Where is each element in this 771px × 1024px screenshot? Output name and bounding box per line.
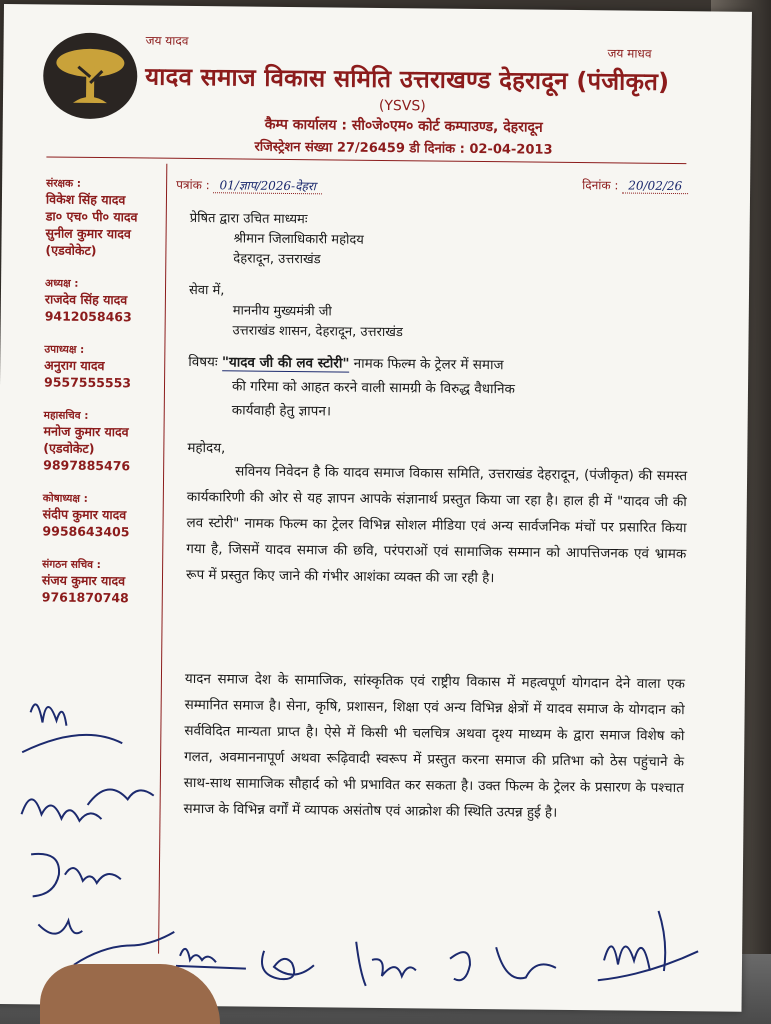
bearer-phone: 9897885476 [43,457,131,474]
subject-label: विषयः [188,353,218,371]
subject-text: कार्यवाही हेतु ज्ञापन। [231,402,332,420]
bearer-role: कोषाध्यक्ष : [42,492,88,505]
bearer-name: संदीप कुमार यादव [42,506,127,523]
signature [25,844,136,909]
signature [22,682,133,767]
forwarded-through: प्रेषित द्वारा उचित माध्यमः [189,210,308,228]
date-value: 20/02/26 [622,178,688,194]
camp-office-address: कैम्प कार्यालय : सी०जे०एम० कोर्ट कम्पाउण्ड, देहरादून [264,116,543,136]
forwarded-to: श्रीमान जिलाधिकारी महोदय [233,231,364,248]
bearer-phone: 9412058463 [44,308,132,325]
tree-emblem-icon [43,32,138,119]
subject-line [188,352,503,373]
registration-number: रजिस्ट्रेशन संख्या 27/26459 डी दिनांक : 02-04-2013 [254,139,553,158]
bearer-name: राजदेव सिंह यादव [44,291,128,308]
signature [446,937,567,1002]
signature [598,900,709,995]
letter-date [582,176,688,194]
signature [17,774,168,840]
reference-number [176,176,322,195]
addressee-intro: सेवा में, [188,282,225,299]
letterhead-page [0,4,752,1012]
bearer-name: विकेश सिंह यादव [45,191,126,208]
date-label: दिनांक : [582,178,619,193]
signature [350,936,421,1001]
forwarded-place: देहरादून, उत्तराखंड [233,251,321,268]
body-paragraph-2: यादन समाज देश के सामाजिक, सांस्कृतिक एवं राष्ट्रीय विकास में महत्वपूर्ण योगदान देने वाला एक सम्मानित समाज है। सेना, कृषि, प्रशासन, शिक्षा एवं अन्य विभिन्न क्षेत्रों में यादव समाज के योगदान को सर्वविदित मान्यता प्राप्त है। ऐसे में किसी भी चलचित्र अथवा दृश्य माध्यम के द्वारा समाज विशेष को गलत, अवमाननापूर्ण अथवा रूढ़िवादी स्वरूप में प्रस्तुत करना समाज की प्रतिभा को ठेस पहुंचाने के साथ-साथ सामाजिक सौहार्द को भी प्रभावित कर सकता है। उक्त फिल्म के ट्रेलर के प्रसारण के पश्चात समाज के विभिन्न वर्गों में व्यापक असंतोष एवं आक्रोश की स्थिति उत्पन्न हुई है। [183,670,685,821]
signature [258,941,339,996]
bearer-role: अध्यक्ष : [45,277,79,290]
reference-value: 01/ज्ञाप/2026-देहरा [213,178,321,194]
header-divider [46,156,686,164]
bearer-name: डा० एच० पी० यादव [45,208,138,225]
bearer-name: मनोज कुमार यादव [43,423,129,440]
office-bearers-list [42,164,165,606]
organization-name: यादव समाज विकास समिति उत्तराखण्ड देहरादून (पंजीकृत) [145,62,670,96]
subject-text: की गरिमा को आहत करने वाली सामग्री के विरुद्ध वैधानिक [231,378,516,398]
bearer-role: उपाध्यक्ष : [44,343,85,356]
bearer-name: सुनील कुमार यादव [45,225,131,242]
slogan-left: जय यादव [145,33,189,48]
bearer-role: महासचिव : [43,409,89,422]
body-paragraph-1: सविनय निवेदन है कि यादव समाज विकास समिति, उत्तराखंड देहरादून, (पंजीकृत) की समस्त कार्यकारिणी की ओर से यह ज्ञापन आपके संज्ञानार्थ प्रस्तुत किया जा रहा है। हाल ही में "यादव जी की लव स्टोरी" नामक फिल्म का ट्रेलर विभिन्न सोशल मीडिया एवं अन्य सार्वजनिक मंचों पर प्रसारित किया गया है, जिसमें यादव समाज की छवि, परंपराओं एवं सामाजिक सम्मान को आपत्तिजनक एवं भ्रामक रूप में प्रस्तुत किए जाने की गंभीर आशंका व्यक्त की जा रही है। [185,463,688,587]
bearer-phone: 9761870748 [41,589,129,606]
slogan-right: जय माधव [607,46,652,61]
bearer-title: (एडवोकेट) [45,242,97,258]
organization-abbr: (YSVS) [378,97,426,115]
subject-text: नामक फिल्म के ट्रेलर में समाज [353,355,504,374]
bearer-role: संगठन सचिव : [42,558,101,572]
holding-hand [40,964,220,1024]
bearer-name: संजय कुमार यादव [41,572,126,589]
addressee-name: माननीय मुख्यमंत्री जी [232,303,332,320]
film-title: "यादव जी की लव स्टोरी" [221,354,350,372]
addressee-place: उत्तराखंड शासन, देहरादून, उत्तराखंड [232,323,403,341]
bearer-phone: 9958643405 [42,523,130,540]
bearer-title: (एडवोकेट) [43,440,95,456]
reference-label: पत्रांक : [176,177,210,193]
salutation: महोदय, [187,439,226,457]
bearer-phone: 9557555553 [43,374,132,391]
bearer-role: संरक्षक : [46,177,82,190]
bearer-name: अनुराग यादव [44,357,105,374]
